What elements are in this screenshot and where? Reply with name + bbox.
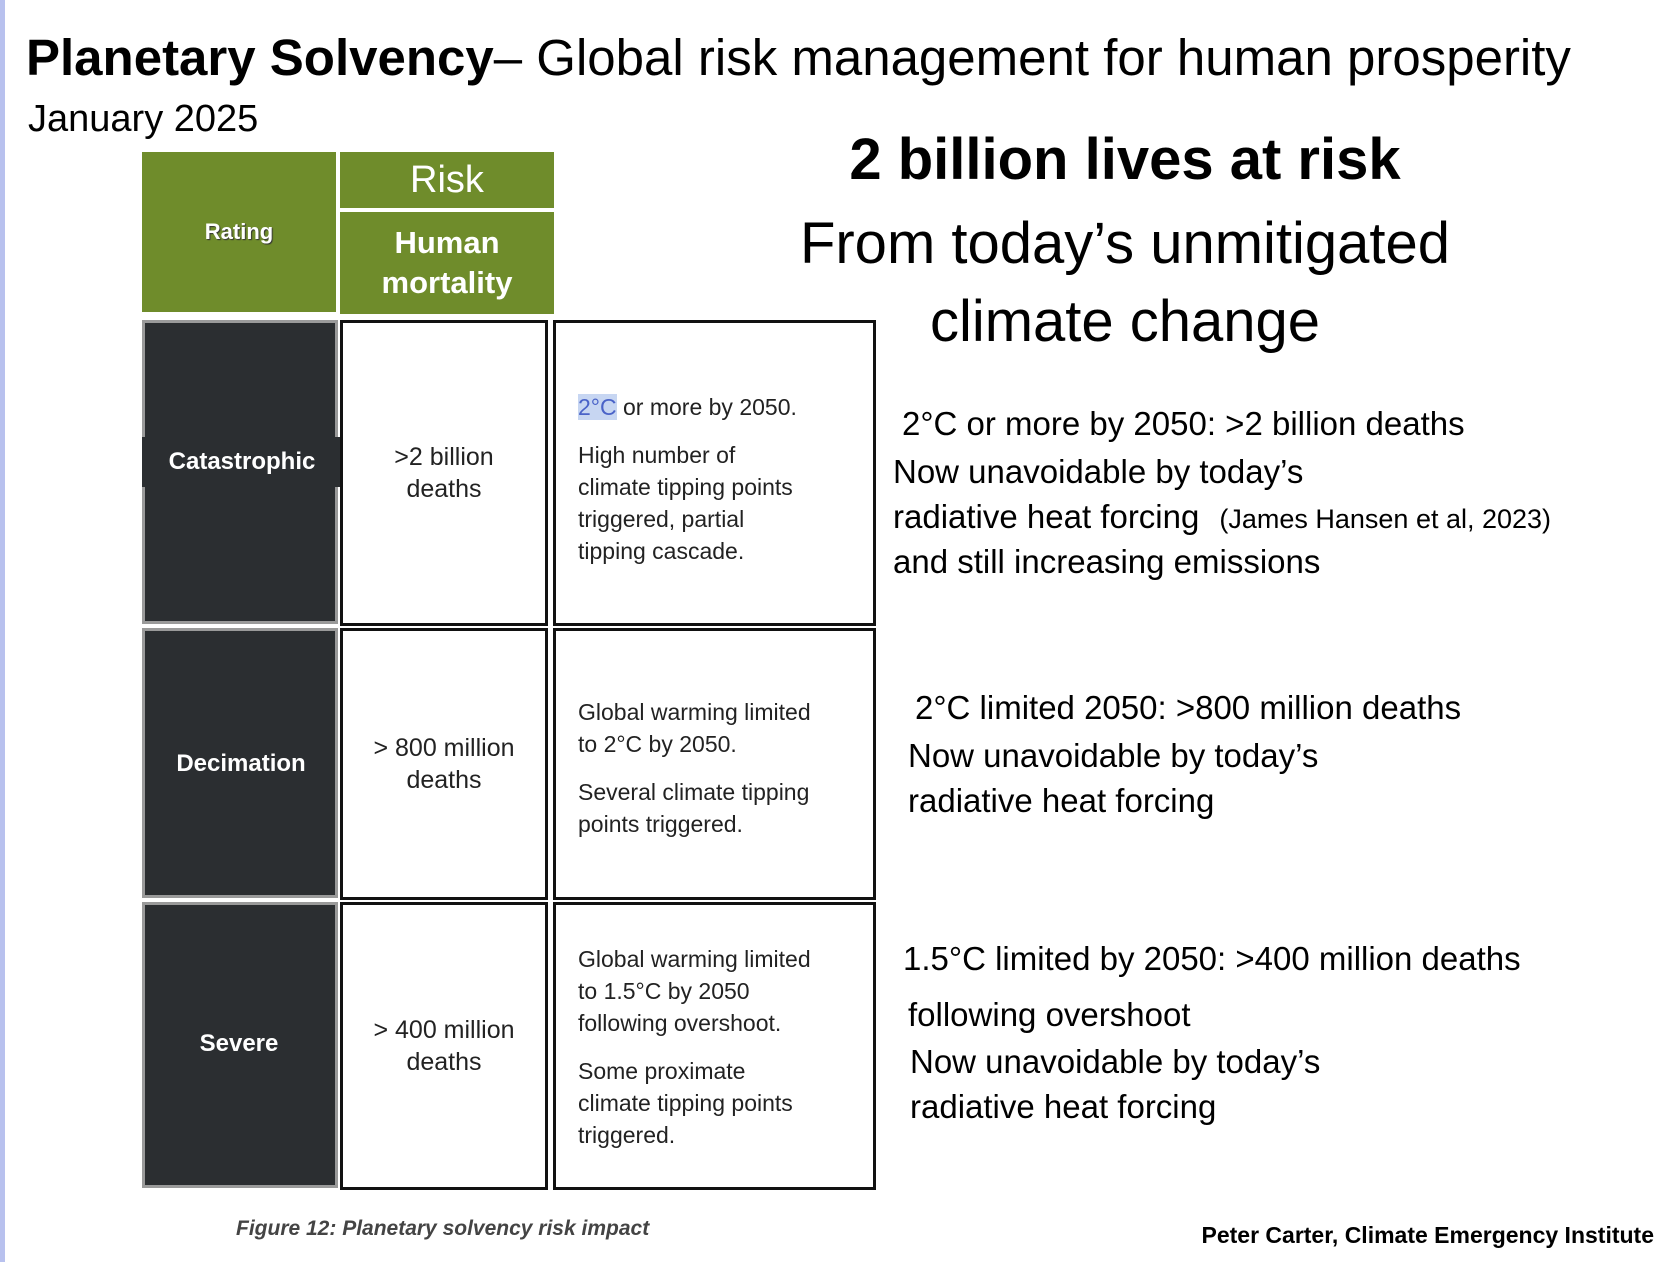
highlighted-text: 2°C xyxy=(578,394,617,420)
slide-title xyxy=(26,28,1571,87)
note-3-line-3: Now unavoidable by today’s xyxy=(910,1043,1321,1080)
author-credit: Peter Carter, Climate Emergency Institute xyxy=(1201,1222,1654,1248)
rating-label-severe: Severe xyxy=(146,1019,332,1069)
mortality-unit: deaths xyxy=(406,475,482,503)
description-line: to 2°C by 2050. xyxy=(578,731,737,757)
mortality-value: > 400 million xyxy=(373,1016,515,1044)
rating-label-decimation: Decimation xyxy=(148,739,334,789)
note-1-line-1: 2°C or more by 2050: >2 billion deaths xyxy=(902,405,1465,442)
rating-header: Rating xyxy=(142,152,336,312)
note-3-line-4: radiative heat forcing xyxy=(910,1088,1217,1125)
description-line: climate tipping points xyxy=(578,474,793,500)
note-2-line-3: radiative heat forcing xyxy=(908,782,1215,819)
figure-caption: Figure 12: Planetary solvency risk impact xyxy=(236,1217,650,1240)
description-line: Global warming limited xyxy=(578,946,811,972)
headline-bold: 2 billion lives at risk xyxy=(849,127,1401,192)
description-lead: 2°C or more by 2050. xyxy=(578,394,797,420)
note-3-line-2: following overshoot xyxy=(908,996,1191,1033)
title-rest: – Global risk management for human prosperity xyxy=(493,29,1571,86)
mortality-value: > 800 million xyxy=(373,734,515,762)
description-line: points triggered. xyxy=(578,811,743,837)
mortality-unit: deaths xyxy=(406,766,482,794)
rating-label-catastrophic: Catastrophic xyxy=(142,437,342,487)
note-3-line-1: 1.5°C limited by 2050: >400 million deaths xyxy=(903,940,1521,977)
description-line: Global warming limited xyxy=(578,699,811,725)
description-line: Some proximate xyxy=(578,1058,746,1084)
note-2-line-2: Now unavoidable by today’s xyxy=(908,737,1319,774)
description-cell-decimation xyxy=(553,628,876,900)
description-line: climate tipping points xyxy=(578,1090,793,1116)
title-bold: Planetary Solvency xyxy=(26,29,494,86)
citation: (James Hansen et al, 2023) xyxy=(1219,504,1552,534)
description-line: tipping cascade. xyxy=(578,538,745,564)
slide-date: January 2025 xyxy=(28,98,259,140)
mortality-cell-catastrophic xyxy=(340,320,548,626)
mortality-cell-decimation xyxy=(340,628,548,900)
risk-header: Risk xyxy=(340,152,554,208)
slide-left-border xyxy=(0,0,5,1262)
description-line: following overshoot. xyxy=(578,1010,782,1036)
mortality-unit: deaths xyxy=(406,1048,482,1076)
description-line: triggered. xyxy=(578,1122,676,1148)
note-2-line-1: 2°C limited 2050: >800 million deaths xyxy=(915,689,1462,726)
mortality-value: >2 billion xyxy=(394,443,494,471)
headline-subtitle: From today’s unmitigated climate change xyxy=(799,211,1451,354)
mortality-header: Human mortality xyxy=(340,212,554,314)
mortality-cell-severe xyxy=(340,902,548,1190)
description-line: Several climate tipping xyxy=(578,779,810,805)
description-cell-severe xyxy=(553,902,876,1190)
description-line: to 1.5°C by 2050 xyxy=(578,978,750,1004)
description-cell-catastrophic xyxy=(553,320,876,626)
description-line: triggered, partial xyxy=(578,506,745,532)
note-1-line-3: radiative heat forcing (James Hansen et al, 2023) xyxy=(893,498,1552,535)
note-1-line-4: and still increasing emissions xyxy=(893,543,1321,580)
note-1-line-2: Now unavoidable by today’s xyxy=(893,453,1304,490)
description-line: High number of xyxy=(578,442,736,468)
